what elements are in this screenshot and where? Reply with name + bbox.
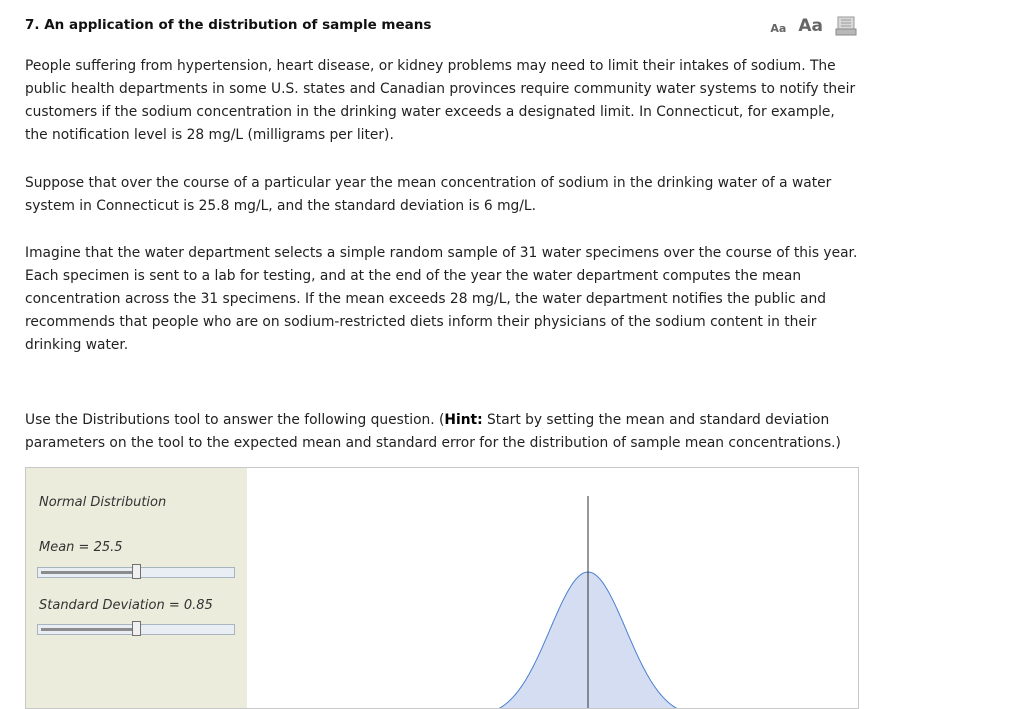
sd-slider[interactable]	[37, 624, 235, 635]
sd-slider-fill	[41, 628, 133, 631]
paragraph-intro: People suffering from hypertension, heart disease, or kidney problems may need to limit their intakes of sodium. The public health departments in some U.S. states and Canadian provinces require community water systems to notify their customers if the sodium concentration in the drinking water exceeds a designated limit. In Connecticut, for example, the notification level is 28 mg/L (milligrams per liter).	[25, 58, 856, 143]
distribution-plot-svg	[247, 468, 858, 708]
question-title: 7. An application of the distribution of sample means	[25, 17, 432, 33]
mean-slider-fill	[41, 571, 133, 574]
sd-label: Standard Deviation = 0.85	[39, 598, 213, 613]
decrease-text-size-button[interactable]: Aa	[770, 21, 787, 35]
distribution-name: Normal Distribution	[39, 495, 167, 510]
distributions-tool	[25, 467, 859, 709]
mean-slider-handle[interactable]	[132, 564, 141, 579]
hint-text: Start by setting the mean and standard deviation parameters on the tool to the expected mean and standard error for the distribution of sample mean concentrations.)	[25, 412, 841, 451]
paragraph-sampling: Imagine that the water department selects a simple random sample of 31 water specimens over the course of this year. Each specimen is sent to a lab for testing, and at the end of the year the water department computes the mean concentration across the 31 specimens. If the mean exceeds 28 mg/L, the water department notifies the public and recommends that people who are on sodium-restricted diets inform their physicians of the sodium content in their drinking water.	[25, 245, 858, 353]
question-header	[25, 16, 857, 38]
toolbar	[770, 16, 857, 36]
print-icon	[835, 16, 857, 36]
instruction-text: Use the Distributions tool to answer the following question. (	[25, 412, 445, 428]
instruction-paragraph	[25, 409, 861, 455]
mean-slider[interactable]	[37, 567, 235, 578]
increase-text-size-button[interactable]: Aa	[798, 16, 823, 36]
paragraph-population-stats: Suppose that over the course of a particular year the mean concentration of sodium in the drinking water of a water system in Connecticut is 25.8 mg/L, and the standard deviation is 6 mg/L.	[25, 175, 832, 214]
mean-label: Mean = 25.5	[39, 540, 123, 555]
distribution-plot[interactable]	[247, 468, 858, 708]
hint-label: Hint:	[444, 412, 483, 428]
parameter-panel	[26, 468, 247, 708]
sd-slider-handle[interactable]	[132, 621, 141, 636]
print-button[interactable]	[835, 16, 857, 36]
